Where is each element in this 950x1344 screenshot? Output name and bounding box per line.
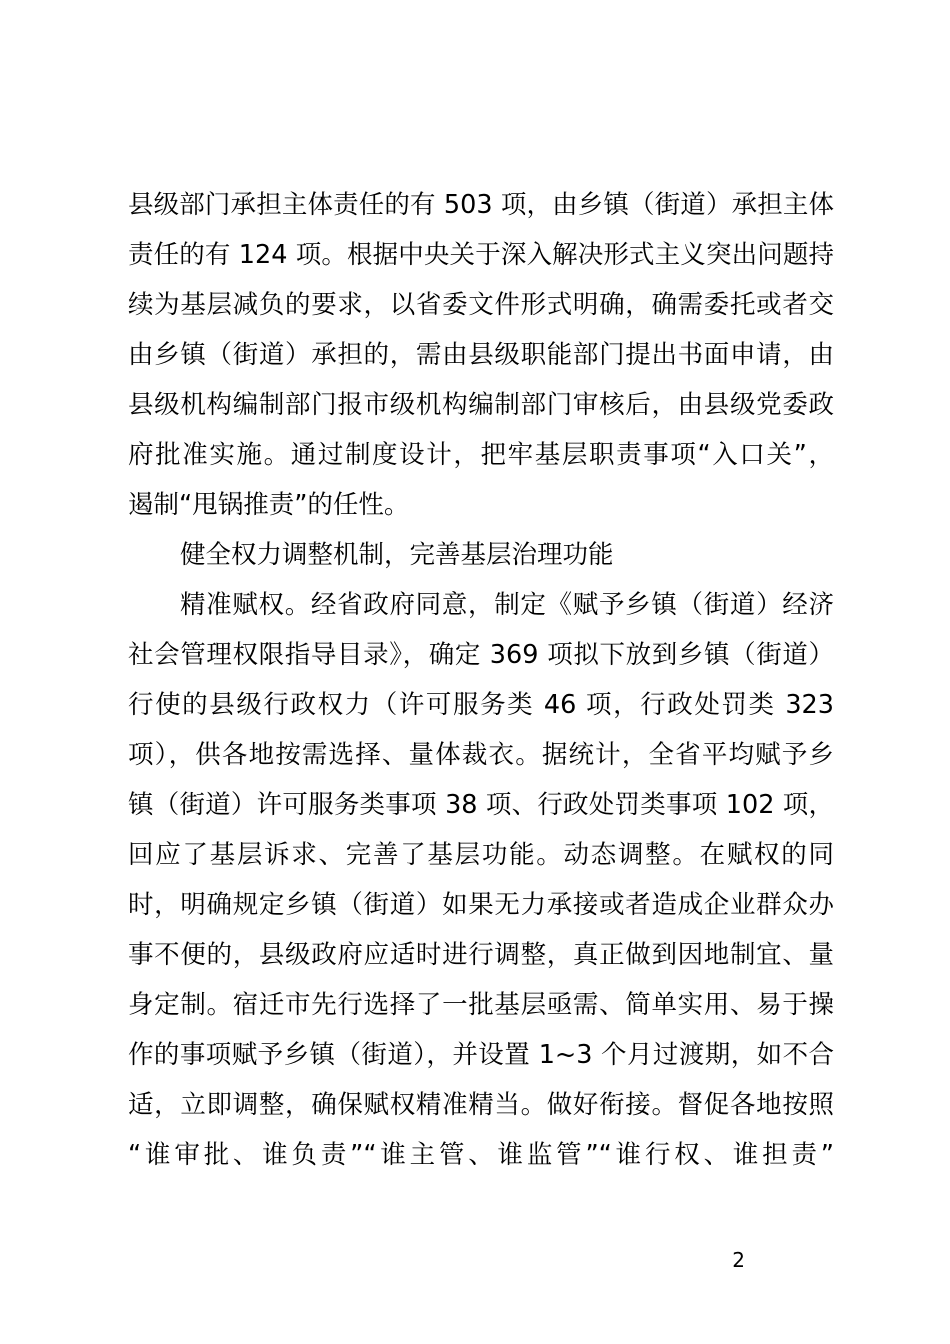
text-line: 遏制“甩锅推责”的任性。 bbox=[128, 490, 410, 520]
text-line: 县级部门承担主体责任的有 503 项，由乡镇（街道）承担主体 bbox=[128, 190, 834, 220]
text-line: 项），供各地按需选择、量体裁衣。据统计，全省平均赋予乡 bbox=[128, 740, 834, 770]
text-line: 时，明确规定乡镇（街道）如果无力承接或者造成企业群众办 bbox=[128, 890, 834, 920]
text-line: 精准赋权。经省政府同意，制定《赋予乡镇（街道）经济 bbox=[180, 590, 834, 620]
text-line: 镇（街道）许可服务类事项 38 项、行政处罚类事项 102 项， bbox=[128, 790, 834, 820]
text-line: “谁审批、谁负责”“谁主管、谁监管”“谁行权、谁担责” bbox=[128, 1140, 834, 1170]
text-line: 县级机构编制部门报市级机构编制部门审核后，由县级党委政 bbox=[128, 390, 834, 420]
text-line: 由乡镇（街道）承担的，需由县级职能部门提出书面申请，由 bbox=[128, 340, 834, 370]
text-line: 事不便的，县级政府应适时进行调整，真正做到因地制宜、量 bbox=[128, 940, 834, 970]
page-number: 2 bbox=[732, 1248, 745, 1272]
text-line: 身定制。宿迁市先行选择了一批基层亟需、简单实用、易于操 bbox=[128, 990, 834, 1020]
section-heading: 健全权力调整机制，完善基层治理功能 bbox=[180, 540, 614, 570]
text-line: 府批准实施。通过制度设计，把牢基层职责事项“入口关”， bbox=[128, 440, 834, 470]
text-line: 回应了基层诉求、完善了基层功能。动态调整。在赋权的同 bbox=[128, 840, 834, 870]
text-line: 行使的县级行政权力（许可服务类 46 项，行政处罚类 323 bbox=[128, 690, 834, 720]
text-line: 责任的有 124 项。根据中央关于深入解决形式主义突出问题持 bbox=[128, 240, 834, 270]
body-text bbox=[128, 180, 834, 1180]
text-line: 续为基层减负的要求，以省委文件形式明确，确需委托或者交 bbox=[128, 290, 834, 320]
text-line: 适，立即调整，确保赋权精准精当。做好衔接。督促各地按照 bbox=[128, 1090, 834, 1120]
text-line: 作的事项赋予乡镇（街道），并设置 1~3 个月过渡期，如不合 bbox=[128, 1040, 834, 1070]
text-line: 社会管理权限指导目录》，确定 369 项拟下放到乡镇（街道） bbox=[128, 640, 834, 670]
